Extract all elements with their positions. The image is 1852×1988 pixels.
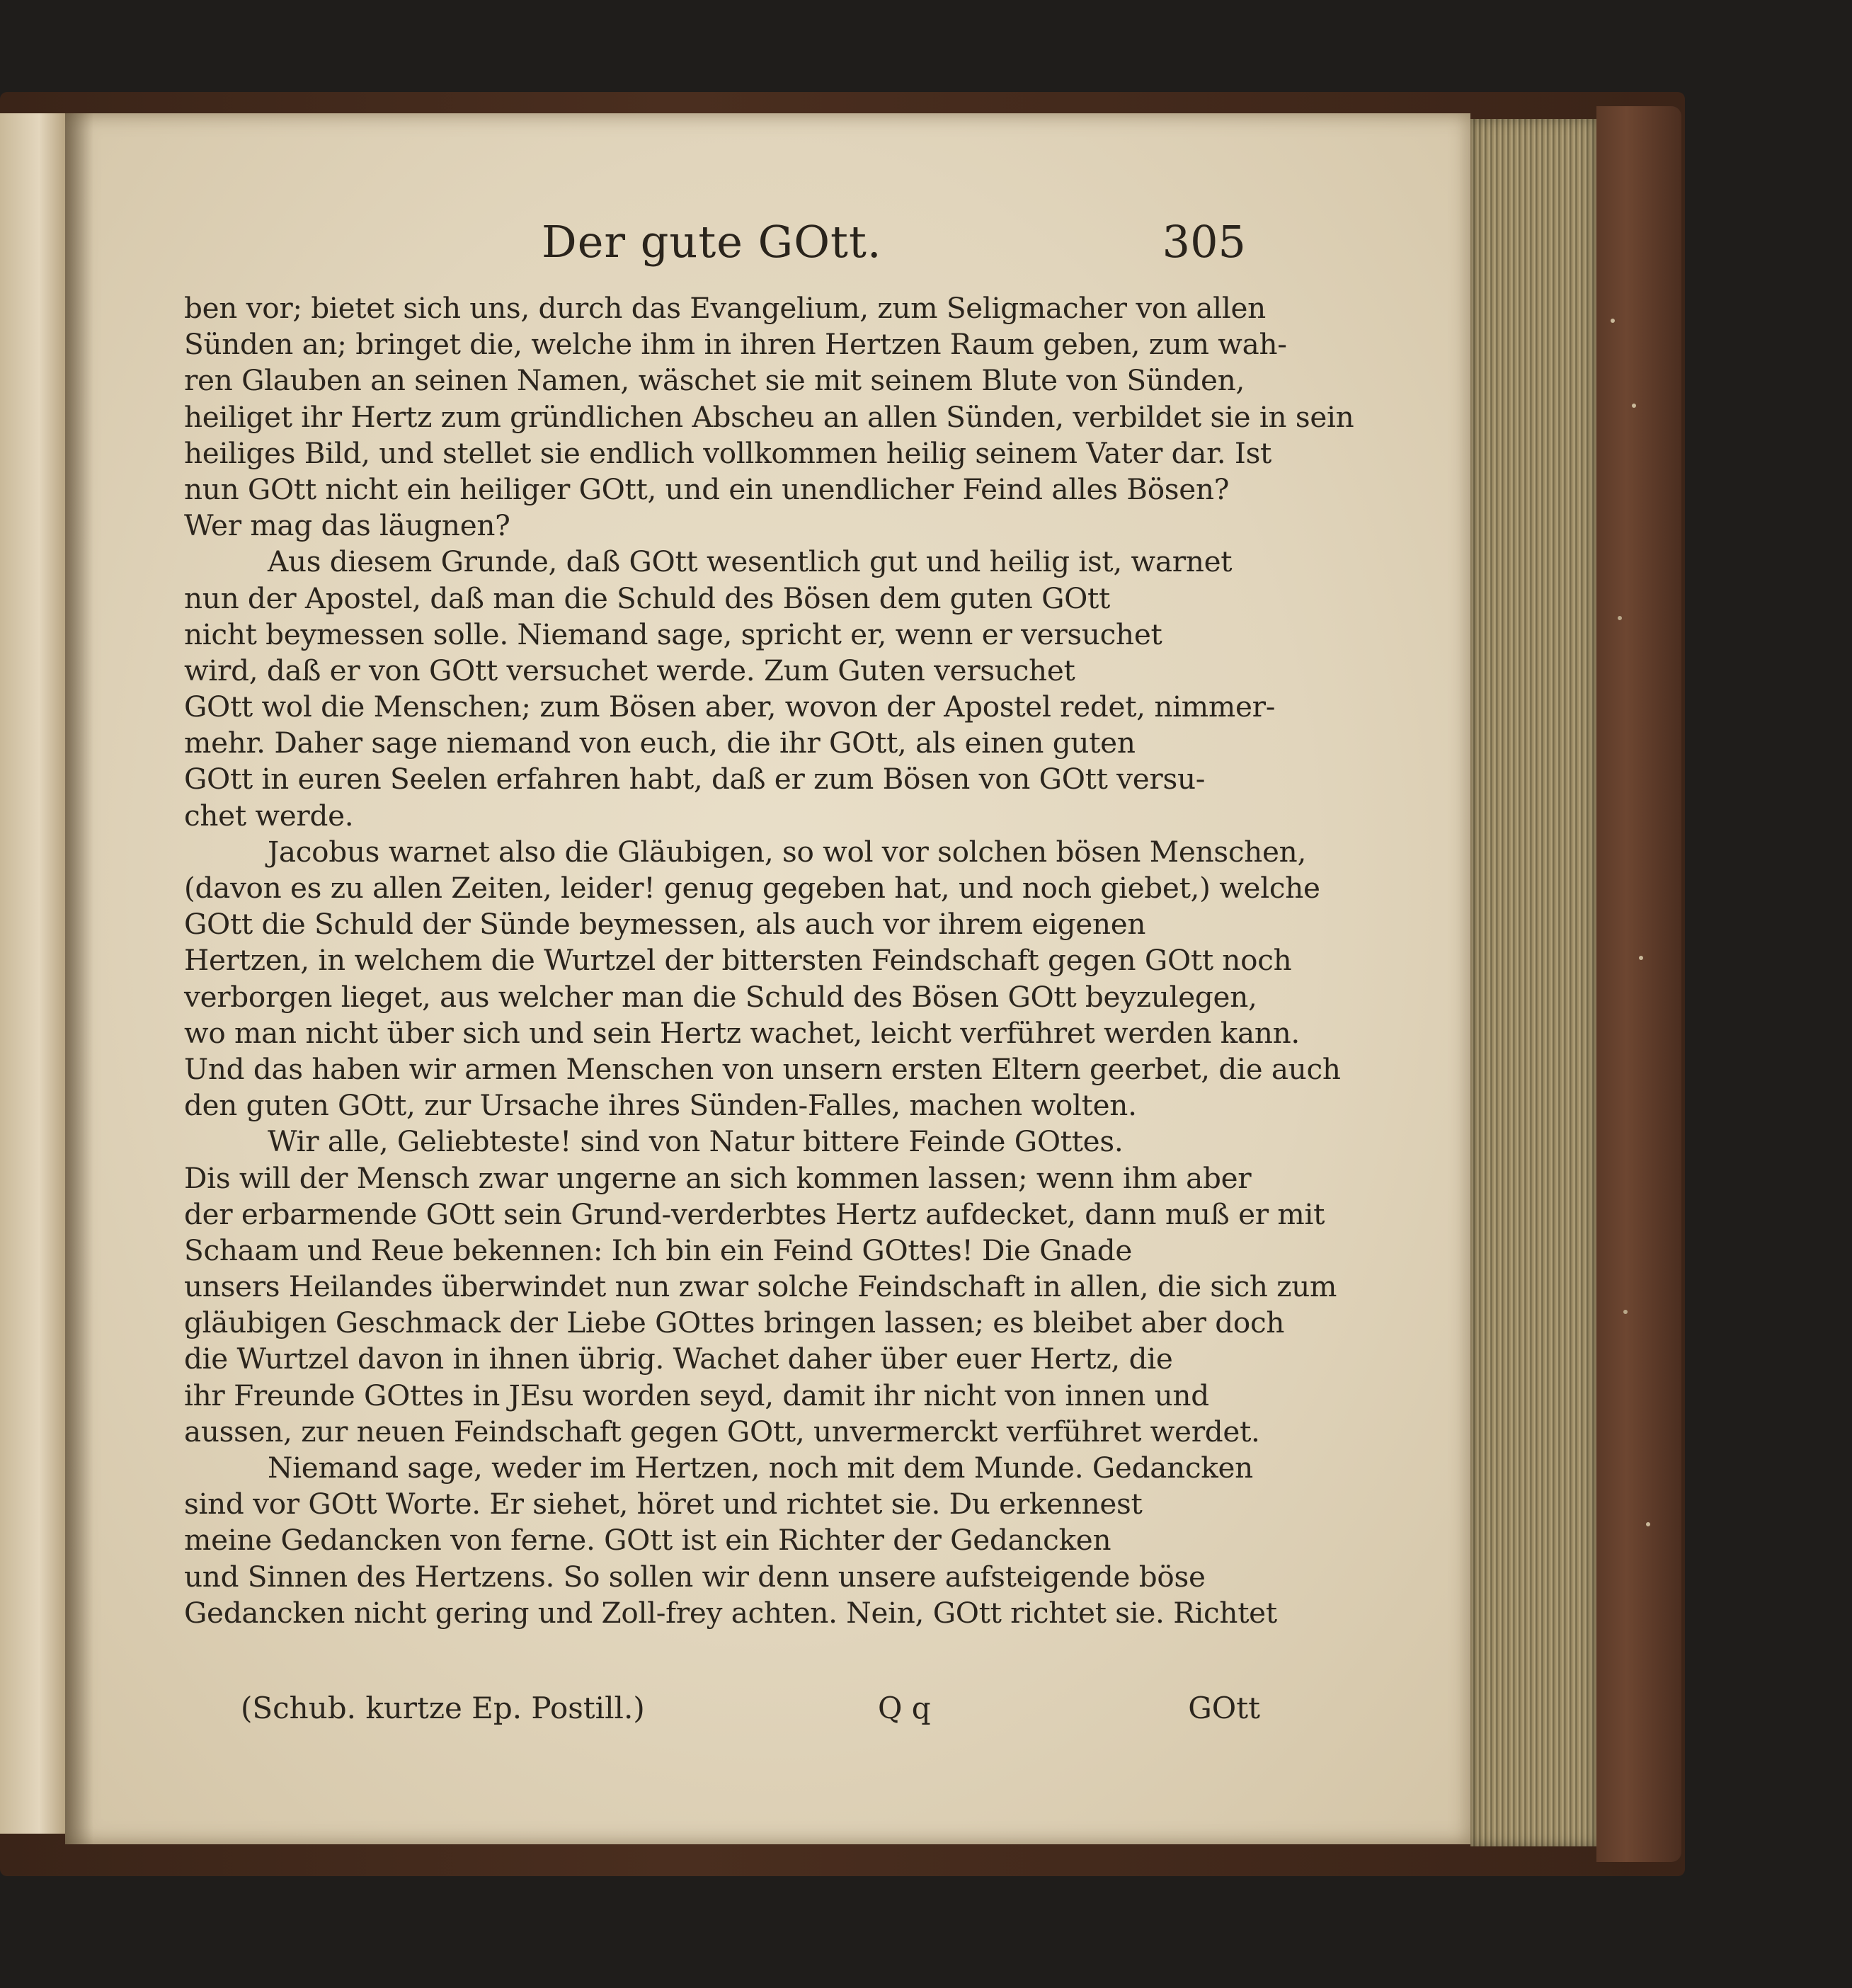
text-line: Niemand sage, weder im Hertzen, noch mit dem Munde. Gedancken <box>268 1451 1253 1485</box>
text-line: Gedancken nicht gering und Zoll-frey achten. Nein, GOtt richtet sie. Richtet <box>184 1595 1277 1630</box>
text-line: wo man nicht über sich und sein Hertz wachet, leicht verführet werden kann. <box>184 1015 1301 1050</box>
text-line: heiliges Bild, und stellet sie endlich vollkommen heilig seinem Vater dar. Ist <box>184 435 1272 470</box>
body-text <box>184 290 1354 1631</box>
text-line: Jacobus warnet also die Gläubigen, so wol vor solchen bösen Menschen, <box>268 834 1307 869</box>
paragraph <box>184 1124 1337 1450</box>
text-line: ren Glauben an seinen Namen, wäschet sie mit seinem Blute von Sünden, <box>184 363 1245 398</box>
text-line: GOtt in euren Seelen erfahren habt, daß er zum Bösen von GOtt versu- <box>184 762 1206 796</box>
text-line: GOtt wol die Menschen; zum Bösen aber, wovon der Apostel redet, nimmer- <box>184 690 1276 724</box>
text-line: unsers Heilandes überwindet nun zwar solche Feindschaft in allen, die sich zum <box>184 1269 1337 1304</box>
text-line: Hertzen, in welchem die Wurtzel der bittersten Feindschaft gegen GOtt noch <box>184 943 1292 978</box>
text-line: und Sinnen des Hertzens. So sollen wir denn unsere aufsteigende böse <box>184 1559 1206 1594</box>
paragraph <box>184 544 1276 834</box>
text-line: der erbarmende GOtt sein Grund-verderbtes Hertz aufdecket, dann muß er mit <box>184 1196 1325 1231</box>
paragraph <box>184 1450 1277 1631</box>
page-footer <box>241 1691 1260 1733</box>
text-line: heiliget ihr Hertz zum gründlichen Abscheu an allen Sünden, verbildet sie in sein <box>184 399 1354 434</box>
text-line: Sünden an; bringet die, welche ihm in ihren Hertzen Raum geben, zum wah- <box>184 327 1287 362</box>
text-line: chet werde. <box>184 798 354 833</box>
page-gutter-shadow <box>65 113 93 1844</box>
source-signature: (Schub. kurtze Ep. Postill.) <box>241 1691 645 1725</box>
text-line: nun der Apostel, daß man die Schuld des Bösen dem guten GOtt <box>184 581 1110 615</box>
text-line: gläubigen Geschmack der Liebe GOttes bringen lassen; es bleibet aber doch <box>184 1306 1285 1340</box>
text-line: GOtt die Schuld der Sünde beymessen, als auch vor ihrem eigenen <box>184 907 1146 942</box>
text-line: ben vor; bietet sich uns, durch das Evangelium, zum Seligmacher von allen <box>184 291 1266 325</box>
text-line: die Wurtzel davon in ihnen übrig. Wachet daher über euer Hertz, die <box>184 1342 1173 1376</box>
page-edges <box>1470 119 1596 1846</box>
page-header <box>184 216 1246 280</box>
text-line: sind vor GOtt Worte. Er siehet, höret und richtet sie. Du erkennest <box>184 1487 1143 1521</box>
text-line: Dis will der Mensch zwar ungerne an sich kommen lassen; wenn ihm aber <box>184 1160 1252 1195</box>
text-line: verborgen lieget, aus welcher man die Schuld des Bösen GOtt beyzulegen, <box>184 979 1257 1014</box>
text-line: aussen, zur neuen Feindschaft gegen GOtt, unvermerckt verführet werdet. <box>184 1414 1260 1449</box>
text-line: wird, daß er von GOtt versuchet werde. Zum Guten versuchet <box>184 653 1075 687</box>
running-head: Der gute GOtt. <box>542 216 882 268</box>
text-line: mehr. Daher sage niemand von euch, die ihr GOtt, als einen guten <box>184 726 1136 760</box>
text-line: nun GOtt nicht ein heiliger GOtt, und ein unendlicher Feind alles Bösen? <box>184 472 1230 506</box>
book-cover-edge <box>1596 106 1681 1862</box>
text-line: meine Gedancken von ferne. GOtt ist ein Richter der Gedancken <box>184 1523 1111 1558</box>
text-line: Wer mag das läugnen? <box>184 508 510 543</box>
text-line: (davon es zu allen Zeiten, leider! genug gegeben hat, und noch giebet,) welche <box>184 871 1320 905</box>
text-line: nicht beymessen solle. Niemand sage, spricht er, wenn er versuchet <box>184 617 1162 651</box>
paragraph <box>184 834 1341 1124</box>
text-line: Wir alle, Geliebteste! sind von Natur bittere Feinde GOttes. <box>268 1124 1124 1159</box>
text-line: Aus diesem Grunde, daß GOtt wesentlich gut und heilig ist, warnet <box>268 544 1233 579</box>
text-line: Und das haben wir armen Menschen von unsern ersten Eltern geerbet, die auch <box>184 1051 1341 1086</box>
text-line: den guten GOtt, zur Ursache ihres Sünden-Falles, machen wolten. <box>184 1088 1137 1123</box>
text-line: Schaam und Reue bekennen: Ich bin ein Feind GOttes! Die Gnade <box>184 1233 1133 1267</box>
page-number: 305 <box>1162 216 1246 268</box>
catchword: GOtt <box>1188 1691 1260 1725</box>
text-line: ihr Freunde GOttes in JEsu worden seyd, damit ihr nicht von innen und <box>184 1378 1209 1412</box>
left-page-sliver <box>0 113 67 1834</box>
paragraph <box>184 290 1354 544</box>
sheet-mark: Q q <box>878 1691 931 1725</box>
